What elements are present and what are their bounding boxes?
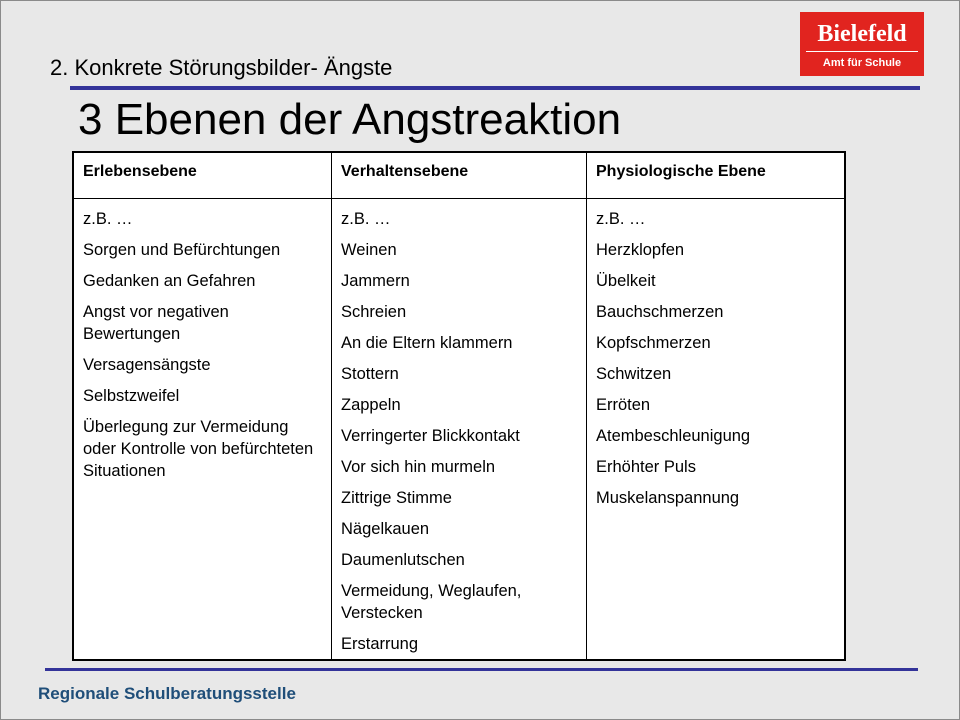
bottom-divider bbox=[45, 668, 918, 671]
header-verhaltensebene: Verhaltensebene bbox=[341, 163, 469, 180]
logo-divider bbox=[806, 51, 918, 52]
table-cell-item: An die Eltern klammern bbox=[341, 334, 513, 352]
table-cell-item: Bauchschmerzen bbox=[596, 303, 724, 321]
table-cell-item: Stottern bbox=[341, 365, 399, 383]
slide-subtitle: 2. Konkrete Störungsbilder- Ängste bbox=[50, 55, 393, 80]
slide-title: 3 Ebenen der Angstreaktion bbox=[78, 95, 622, 144]
column-erlebensebene bbox=[83, 208, 325, 491]
table-cell-item: Zittrige Stimme bbox=[341, 489, 452, 507]
top-divider bbox=[70, 86, 920, 90]
table-cell-item: Überlegung zur Vermeidung oder Kontrolle von befürchteten Situationen bbox=[83, 418, 314, 480]
header-erlebensebene: Erlebensebene bbox=[83, 163, 197, 180]
table-cell-item: z.B. … bbox=[596, 210, 646, 228]
table-cell-item: Muskelanspannung bbox=[596, 489, 740, 507]
header-divider bbox=[74, 198, 844, 199]
table-cell-item: Sorgen und Befürchtungen bbox=[83, 241, 281, 259]
table-cell-item: z.B. … bbox=[83, 210, 133, 228]
bielefeld-logo bbox=[800, 12, 924, 76]
table-cell-item: Daumenlutschen bbox=[341, 551, 465, 569]
table-cell-item: Schreien bbox=[341, 303, 407, 321]
logo-subtitle: Amt für Schule bbox=[822, 57, 902, 69]
table-cell-item: Kopfschmerzen bbox=[596, 334, 711, 352]
table-cell-item: z.B. … bbox=[341, 210, 391, 228]
table-cell-item: Weinen bbox=[341, 241, 397, 259]
table-cell-item: Erhöhter Puls bbox=[596, 458, 696, 476]
column-divider bbox=[586, 153, 587, 659]
logo-name: Bielefeld bbox=[817, 21, 907, 47]
table-cell-item: Jammern bbox=[341, 272, 410, 290]
table-cell-item: Übelkeit bbox=[596, 272, 656, 290]
table-cell-item: Gedanken an Gefahren bbox=[83, 272, 256, 290]
anxiety-levels-table bbox=[72, 151, 846, 661]
column-divider bbox=[331, 153, 332, 659]
table-cell-item: Nägelkauen bbox=[341, 520, 430, 538]
table-cell-item: Angst vor negativen Bewertungen bbox=[83, 303, 229, 343]
table-cell-item: Vermeidung, Weglaufen, Verstecken bbox=[341, 582, 522, 622]
table-cell-item: Schwitzen bbox=[596, 365, 672, 383]
table-cell-item: Zappeln bbox=[341, 396, 401, 414]
footer-organization: Regionale Schulberatungsstelle bbox=[38, 684, 296, 703]
table-cell-item: Versagensängste bbox=[83, 356, 211, 374]
table-cell-item: Vor sich hin murmeln bbox=[341, 458, 496, 476]
column-verhaltensebene bbox=[341, 208, 581, 664]
table-cell-item: Erröten bbox=[596, 396, 651, 414]
header-physiologische-ebene: Physiologische Ebene bbox=[596, 163, 766, 180]
table-cell-item: Atembeschleunigung bbox=[596, 427, 751, 445]
column-physiologische-ebene bbox=[596, 208, 836, 518]
table-cell-item: Selbstzweifel bbox=[83, 387, 180, 405]
table-cell-item: Verringerter Blickkontakt bbox=[341, 427, 520, 445]
table-cell-item: Herzklopfen bbox=[596, 241, 685, 259]
table-cell-item: Erstarrung bbox=[341, 635, 419, 653]
